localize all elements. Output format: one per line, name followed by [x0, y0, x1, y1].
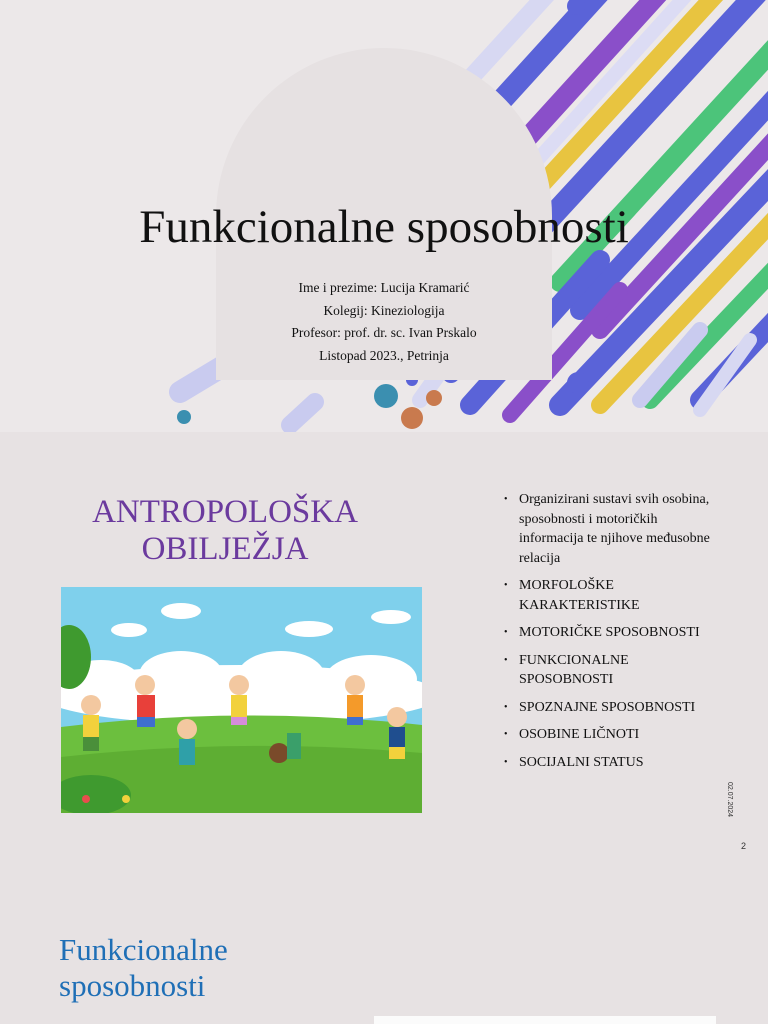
content-slide	[0, 432, 768, 874]
children-illustration	[61, 587, 422, 813]
list-item: • MORFOLOŠKE KARAKTERISTIKE	[504, 578, 640, 613]
list-item: • Organizirani sustavi svih osobina, sposobnosti i motoričkih informacija te njihove međusobne relacija	[504, 492, 710, 566]
list-item: • OSOBINE LIČNOTI	[504, 727, 640, 742]
slide-heading-next	[59, 932, 228, 1004]
slide-heading: ANTROPOLOŠKA OBILJEŽJA	[92, 494, 358, 567]
next-slide	[0, 874, 768, 1024]
page-number: 2	[741, 841, 747, 851]
list-item: • MOTORIČKE SPOSOBNOSTI	[504, 625, 700, 640]
list-item: • SOCIJALNI STATUS	[504, 754, 644, 770]
content-box	[374, 1016, 716, 1024]
info-line-course: Kolegij: Kineziologija	[323, 302, 445, 318]
list-item: • SPOZNAJNE SPOSOBNOSTI	[504, 699, 696, 715]
slide-title: Funkcionalne sposobnosti	[139, 201, 629, 253]
author-info	[216, 277, 552, 367]
heading-line-2: sposobnosti	[59, 968, 206, 1003]
slide-date: 02.07.2024	[726, 782, 733, 818]
heading-line-1: Funkcionalne	[59, 932, 228, 967]
bullet-list	[504, 490, 724, 780]
list-item: • FUNKCIONALNE SPOSOBNOSTI	[504, 652, 629, 687]
info-line-professor: Profesor: prof. dr. sc. Ivan Prskalo	[291, 325, 477, 340]
info-line-date: Listopad 2023., Petrinja	[319, 347, 449, 363]
info-line-name: Ime i prezime: Lucija Kramarić	[298, 280, 470, 295]
title-slide	[0, 0, 768, 432]
